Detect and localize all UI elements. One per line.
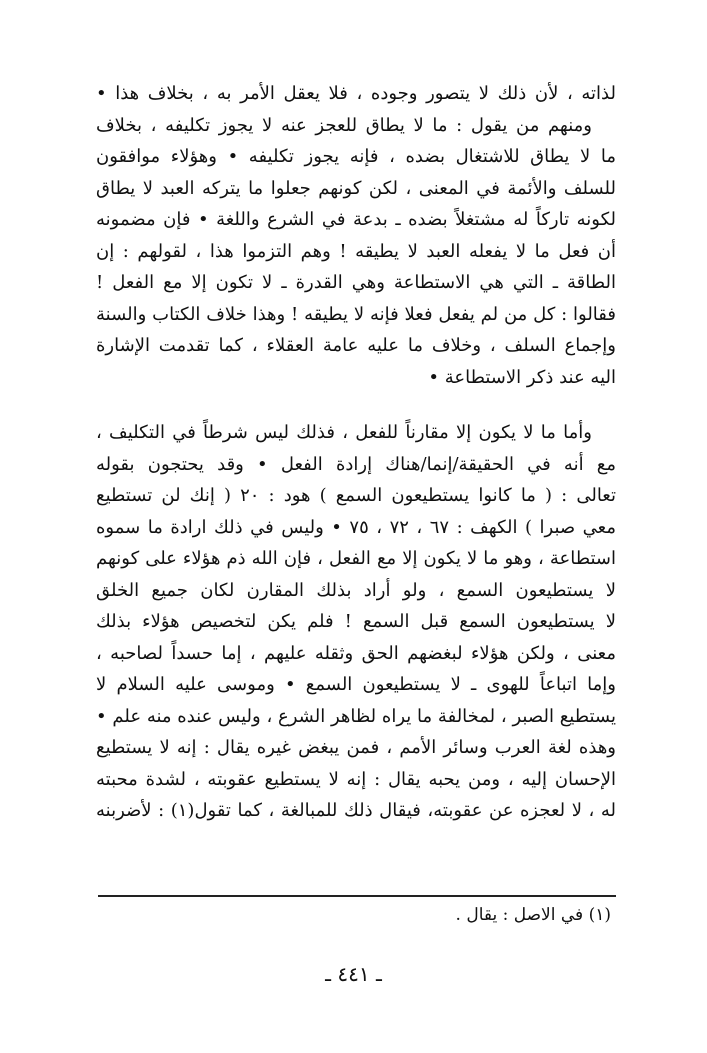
text-line: تعالى : ( ما كانوا يستطيعون السمع ) هود : ٢٠ ( إنك لن تستطيع [96, 485, 616, 506]
page-body [96, 78, 616, 827]
text-line: الإحسان إليه ، ومن يحبه يقال : إنه لا يستطيع عقوبته ، لشدة محبته [96, 768, 616, 790]
text-line: أن فعل ما لا يفعله العبد لا يطيقه ! وهم التزموا هذا ، لقولهم : إن [96, 240, 616, 262]
text-line: يستطيع الصبر ، لمخالفة ما يراه لظاهر الشرع ، وليس عنده منه علم • [96, 705, 616, 727]
paragraph-1 [96, 78, 616, 393]
page-number: ـ ٤٤١ ـ [325, 962, 382, 986]
text-line: له ، لا لعجزه عن عقوبته، فيقال ذلك للمبالغة ، كما تقول(١) : لأضربنه [96, 800, 616, 821]
text-line: استطاعة ، وهو ما لا يكون إلا مع الفعل ، فإن الله ذم هؤلاء على كونهم [96, 548, 616, 569]
text-line: معنى ، ولكن هؤلاء لبغضهم الحق وثقله عليهم ، إما حسداً لصاحبه ، [96, 642, 616, 664]
text-line: فقالوا : كل من لم يفعل فعلا فإنه لا يطيقه ! وهذا خلاف الكتاب والسنة [96, 303, 616, 325]
footnote-divider [98, 895, 616, 897]
text-line: للسلف والأئمة في المعنى ، لكن كونهم جعلوا ما يتركه العبد لا يطاق [96, 177, 616, 199]
text-line: معي صبرا ) الكهف : ٦٧ ، ٧٢ ، ٧٥ • وليس في ذلك ارادة ما سموه [96, 516, 616, 538]
text-line: وإجماع السلف ، وخلاف ما عليه عامة العقلاء ، كما تقدمت الإشارة [96, 335, 616, 356]
text-line: وإما اتباعاً للهوى ـ لا يستطيعون السمع • وموسى عليه السلام لا [96, 674, 616, 695]
text-line: ما لا يطاق للاشتغال بضده ، فإنه يجوز تكليفه • وهؤلاء موافقون [96, 146, 616, 167]
text-line: لذاته ، لأن ذلك لا يتصور وجوده ، فلا يعقل الأمر به ، بخلاف هذا • [96, 83, 616, 104]
text-line: اليه عند ذكر الاستطاعة • [428, 366, 616, 388]
paragraph-2 [96, 417, 616, 827]
footnote: (١) في الاصل : يقال . [455, 905, 611, 925]
text-line: لا يستطيعون السمع قبل السمع ! فلم يكن لتخصيص هؤلاء بذلك [96, 611, 616, 632]
text-line: الطاقة ـ التي هي الاستطاعة وهي القدرة ـ لا تكون إلا مع الفعل ! [96, 272, 616, 293]
text-line: مع أنه في الحقيقة/إنما/هناك إرادة الفعل • وقد يحتجون بقوله [96, 453, 616, 475]
text-line: وأما ما لا يكون إلا مقارناً للفعل ، فذلك ليس شرطاً في التكليف ، [96, 422, 592, 443]
text-line: وهذه لغة العرب وسائر الأمم ، فمن يبغض غيره يقال : إنه لا يستطيع [96, 737, 616, 758]
text-line: لا يستطيعون السمع ، ولو أراد بذلك المقارن لكان جميع الخلق [96, 579, 616, 601]
text-line: ومنهم من يقول : ما لا يطاق للعجز عنه لا يجوز تكليفه ، بخلاف [96, 114, 592, 136]
text-line: لكونه تاركاً له مشتغلاً بضده ـ بدعة في الشرع واللغة • فإن مضمونه [96, 209, 616, 230]
